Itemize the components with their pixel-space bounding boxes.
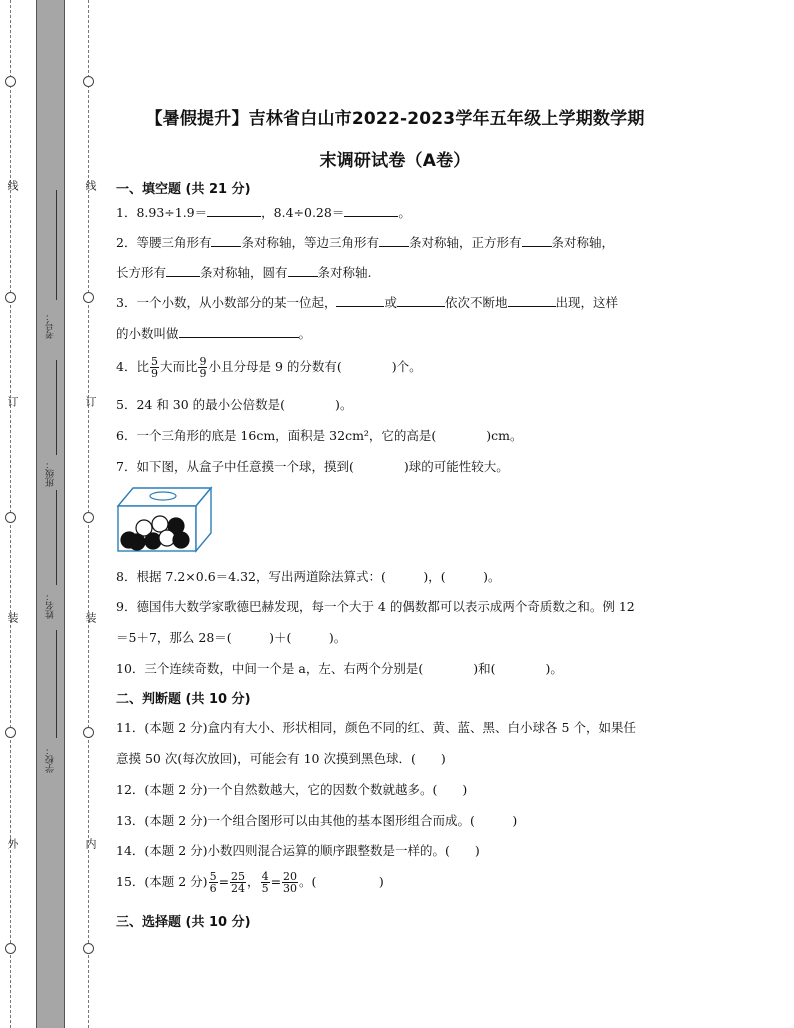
denominator: 6: [209, 882, 217, 895]
q1-text-a: 1．8.93÷1.9＝: [116, 205, 208, 220]
question-10: 10．三个连续奇数，中间一个是 a，左、右两个分别是( )和( )。: [116, 661, 563, 676]
answer-blank[interactable]: [179, 325, 299, 338]
q2-text-c: 条对称轴，正方形有: [408, 235, 522, 250]
answer-blank[interactable]: [288, 264, 318, 277]
fraction: [198, 356, 207, 379]
punch-hole-icon: [5, 512, 16, 523]
question-13: 13．(本题 2 分)一个组合图形可以由其他的基本图形组合而成。( ): [116, 813, 518, 828]
box-opening: [150, 492, 176, 500]
q2-text-e: 长方形有: [116, 265, 167, 280]
q15-text-b: 。( ): [299, 874, 384, 889]
punch-hole-icon: [5, 76, 16, 87]
denominator: 24: [231, 882, 246, 895]
question-9: 9．德国伟大数学家歌德巴赫发现，每一个大于 4 的偶数都可以表示成两个奇质数之和。例 12: [116, 599, 635, 614]
answer-blank[interactable]: [508, 294, 556, 307]
margin-char-ding: 订: [6, 396, 19, 407]
class-field: [40, 460, 60, 487]
section-heading-choice: 三、选择题 (共 10 分): [116, 915, 251, 930]
section-heading-fill: 一、填空题 (共 21 分): [116, 182, 251, 197]
denominator: 30: [283, 882, 298, 895]
numerator: 25: [231, 870, 246, 883]
black-ball: [145, 533, 161, 549]
name-line[interactable]: [56, 490, 57, 585]
class-label: 班级：: [45, 460, 56, 487]
fraction: [261, 871, 270, 894]
school-label: 学校：: [45, 746, 56, 773]
answer-blank[interactable]: [211, 234, 241, 247]
q1-text-b: ，8.4÷0.28＝: [261, 205, 345, 220]
class-line[interactable]: [56, 360, 57, 455]
exam-number-label: 考号：: [45, 312, 56, 339]
fraction: [282, 871, 298, 894]
margin-char-xian: 线: [84, 180, 97, 191]
question-11-cont: 意摸 50 次(每次放回)，可能会有 10 次摸到黑色球．( ): [116, 751, 446, 766]
name-field: [40, 592, 60, 619]
exam-number-field: [40, 312, 60, 339]
denominator: 5: [261, 882, 269, 895]
answer-blank[interactable]: [207, 204, 261, 217]
q2-text-f: 条对称轴，圆有: [200, 265, 288, 280]
equals-sign: =: [270, 874, 282, 889]
ball-box-figure: [115, 484, 215, 554]
equals-sign: =: [218, 874, 230, 889]
question-2: [116, 233, 614, 251]
margin-char-xian: 线: [6, 180, 19, 191]
punch-hole-icon: [5, 943, 16, 954]
q3-text-a: 3．一个小数，从小数部分的某一位起，: [116, 295, 337, 310]
question-8: 8．根据 7.2×0.6＝4.32，写出两道除法算式：( )，( )。: [116, 569, 501, 584]
punch-hole-icon: [83, 727, 94, 738]
margin-char-nei: 内: [84, 838, 97, 849]
margin-char-zhuang: 装: [6, 612, 19, 623]
question-4: [116, 356, 422, 379]
answer-blank[interactable]: [166, 264, 200, 277]
section-heading-judge: 二、判断题 (共 10 分): [116, 692, 251, 707]
binding-band: [36, 0, 65, 1028]
q4-text-b: 大而比: [159, 359, 198, 374]
q4-text-c: 小且分母是 9 的分数有(: [208, 359, 342, 374]
fraction: [230, 871, 246, 894]
white-ball: [159, 530, 175, 546]
question-7: 7．如下图，从盒子中任意摸一个球，摸到( )球的可能性较大。: [116, 459, 509, 474]
q15-text-a: 15．(本题 2 分): [116, 874, 208, 889]
margin-char-ding: 订: [84, 396, 97, 407]
school-line[interactable]: [56, 630, 57, 738]
question-15: [116, 868, 384, 896]
question-9-cont: ＝5＋7，那么 28＝( )＋( )。: [116, 630, 347, 645]
answer-blank[interactable]: [336, 294, 384, 307]
q2-text-d: 条对称轴，: [551, 235, 615, 250]
answer-blank[interactable]: [522, 234, 552, 247]
exam-title-line-2: 末调研试卷（A卷）: [319, 151, 471, 171]
margin-char-zhuang: 装: [84, 612, 97, 623]
numerator: 9: [199, 355, 207, 368]
question-5: 5．24 和 30 的最小公倍数是( )。: [116, 397, 353, 412]
q3-text-f: 。: [298, 326, 312, 341]
punch-hole-icon: [5, 292, 16, 303]
question-2-cont: [116, 263, 372, 281]
black-ball: [129, 534, 145, 550]
question-3-cont: [116, 324, 311, 342]
q2-text-b: 条对称轴，等边三角形有: [241, 235, 379, 250]
question-14: 14．(本题 2 分)小数四则混合运算的顺序跟整数是一样的。( ): [116, 843, 480, 858]
q2-text-a: 2．等腰三角形有: [116, 235, 212, 250]
separator: ，: [247, 874, 260, 889]
numerator: 4: [261, 870, 269, 883]
punch-hole-icon: [83, 292, 94, 303]
fraction: [209, 871, 218, 894]
fraction: [150, 356, 159, 379]
school-field: [40, 746, 60, 773]
punch-hole-icon: [5, 727, 16, 738]
q4-text-d: )个。: [391, 359, 422, 374]
q3-text-c: 依次不断地: [444, 295, 508, 310]
exam-title-line-1: 【暑假提升】吉林省白山市2022-2023学年五年级上学期数学期: [145, 109, 645, 129]
punch-hole-icon: [83, 943, 94, 954]
q1-text-c: 。: [398, 205, 411, 220]
denominator: 9: [150, 367, 158, 380]
q4-text-a: 4．比: [116, 359, 149, 374]
answer-blank[interactable]: [344, 204, 398, 217]
question-11: 11．(本题 2 分)盒内有大小、形状相同，颜色不同的红、黄、蓝、黑、白小球各 5 个，如果任: [116, 720, 636, 735]
q3-text-b: 或: [384, 295, 397, 310]
question-1: [116, 203, 411, 221]
numerator: 5: [209, 870, 217, 883]
answer-blank[interactable]: [397, 294, 445, 307]
question-12: 12．(本题 2 分)一个自然数越大，它的因数个数就越多。( ): [116, 782, 468, 797]
q3-text-d: 出现，这样: [555, 295, 619, 310]
denominator: 9: [199, 367, 207, 380]
exam-number-line[interactable]: [56, 190, 57, 300]
margin-char-wai: 外: [6, 838, 19, 849]
punch-hole-icon: [83, 512, 94, 523]
black-ball: [173, 532, 189, 548]
q2-text-g: 条对称轴.: [317, 265, 372, 280]
numerator: 20: [283, 870, 298, 883]
question-3: [116, 293, 618, 311]
numerator: 5: [150, 355, 158, 368]
q3-text-e: 的小数叫做: [116, 326, 179, 341]
answer-blank[interactable]: [379, 234, 409, 247]
name-label: 姓名：: [45, 592, 56, 619]
punch-hole-icon: [83, 76, 94, 87]
question-6: 6．一个三角形的底是 16cm，面积是 32cm²，它的高是( )cm。: [116, 428, 523, 443]
